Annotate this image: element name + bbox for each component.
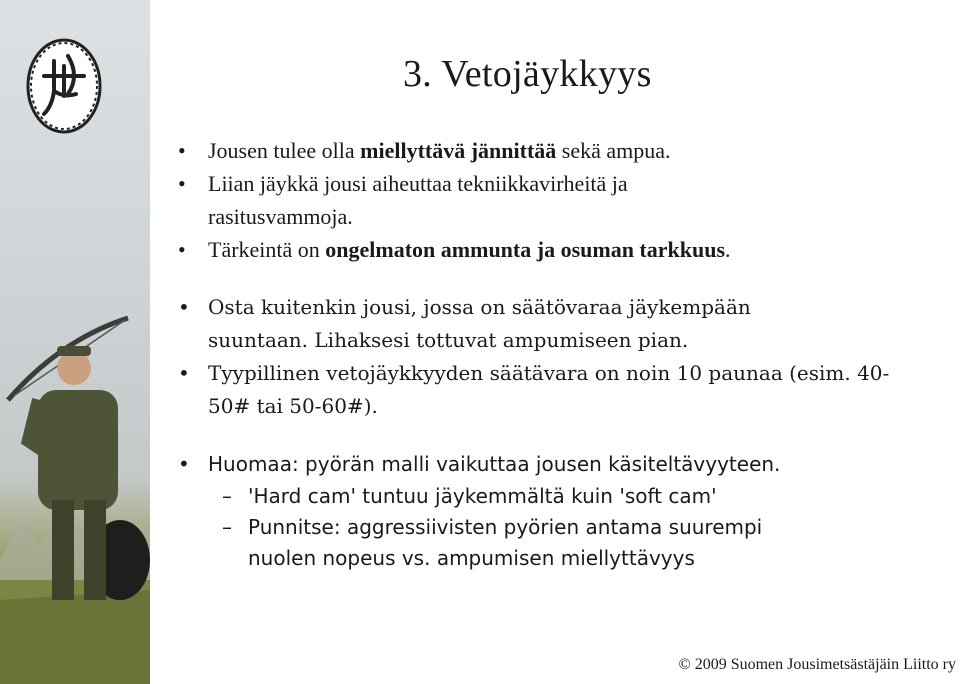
bullet-marker: • — [178, 237, 186, 262]
bullet-item — [174, 291, 894, 357]
bullet-text: . — [725, 237, 731, 262]
bullet-marker: • — [178, 295, 190, 319]
bullet-marker: • — [178, 452, 190, 476]
bullet-marker: • — [178, 361, 190, 385]
sub-bullet-item — [174, 481, 894, 512]
sub-bullet-marker: – — [222, 515, 232, 539]
bullet-bold-text: ongelmaton ammunta ja osuman tarkkuus — [325, 237, 726, 262]
sub-bullet-text: 'Hard cam' tuntuu jäykemmältä kuin 'soft cam' — [248, 484, 717, 508]
bullet-bold-text: miellyttävä jännittää — [360, 138, 557, 163]
bullet-item — [174, 233, 894, 266]
bullet-text: Tärkeintä on — [208, 237, 326, 262]
sub-bullet-item — [174, 512, 894, 574]
sub-bullet-text: Punnitse: aggressiivisten pyörien antama suurempi nuolen nopeus vs. ampumisen miellyttävyys — [248, 515, 763, 570]
bullet-item — [174, 448, 894, 481]
slide-title: 3. Vetojäykkyys — [403, 53, 652, 95]
copyright-footer: © 2009 Suomen Jousimetsästäjäin Liitto ry — [678, 656, 956, 673]
bullet-text: Liian jäykkä jousi aiheuttaa tekniikkavirheitä ja rasitusvammoja. — [208, 171, 628, 229]
bullet-text: Huomaa: pyörän malli vaikuttaa jousen käsiteltävyyteen. — [208, 452, 781, 476]
bullet-marker: • — [178, 138, 186, 163]
bullet-text: sekä ampua. — [556, 138, 671, 163]
bullet-list — [174, 134, 894, 574]
bullet-item — [174, 357, 894, 423]
club-logo — [24, 36, 104, 136]
bullet-marker: • — [178, 171, 186, 196]
bullet-item — [174, 134, 894, 167]
bullet-text: Tyypillinen vetojäykkyyden säätävara on noin 10 paunaa (esim. 40-50# tai 50-60#). — [208, 361, 890, 418]
archer-photo — [0, 0, 150, 684]
bullet-item — [174, 167, 894, 233]
bullet-text: Jousen tulee olla — [208, 138, 361, 163]
bullet-text: Osta kuitenkin jousi, jossa on säätövaraa jäykempään suuntaan. Lihaksesi tottuvat ampumiseen pian. — [208, 295, 751, 352]
sub-bullet-marker: – — [222, 484, 232, 508]
